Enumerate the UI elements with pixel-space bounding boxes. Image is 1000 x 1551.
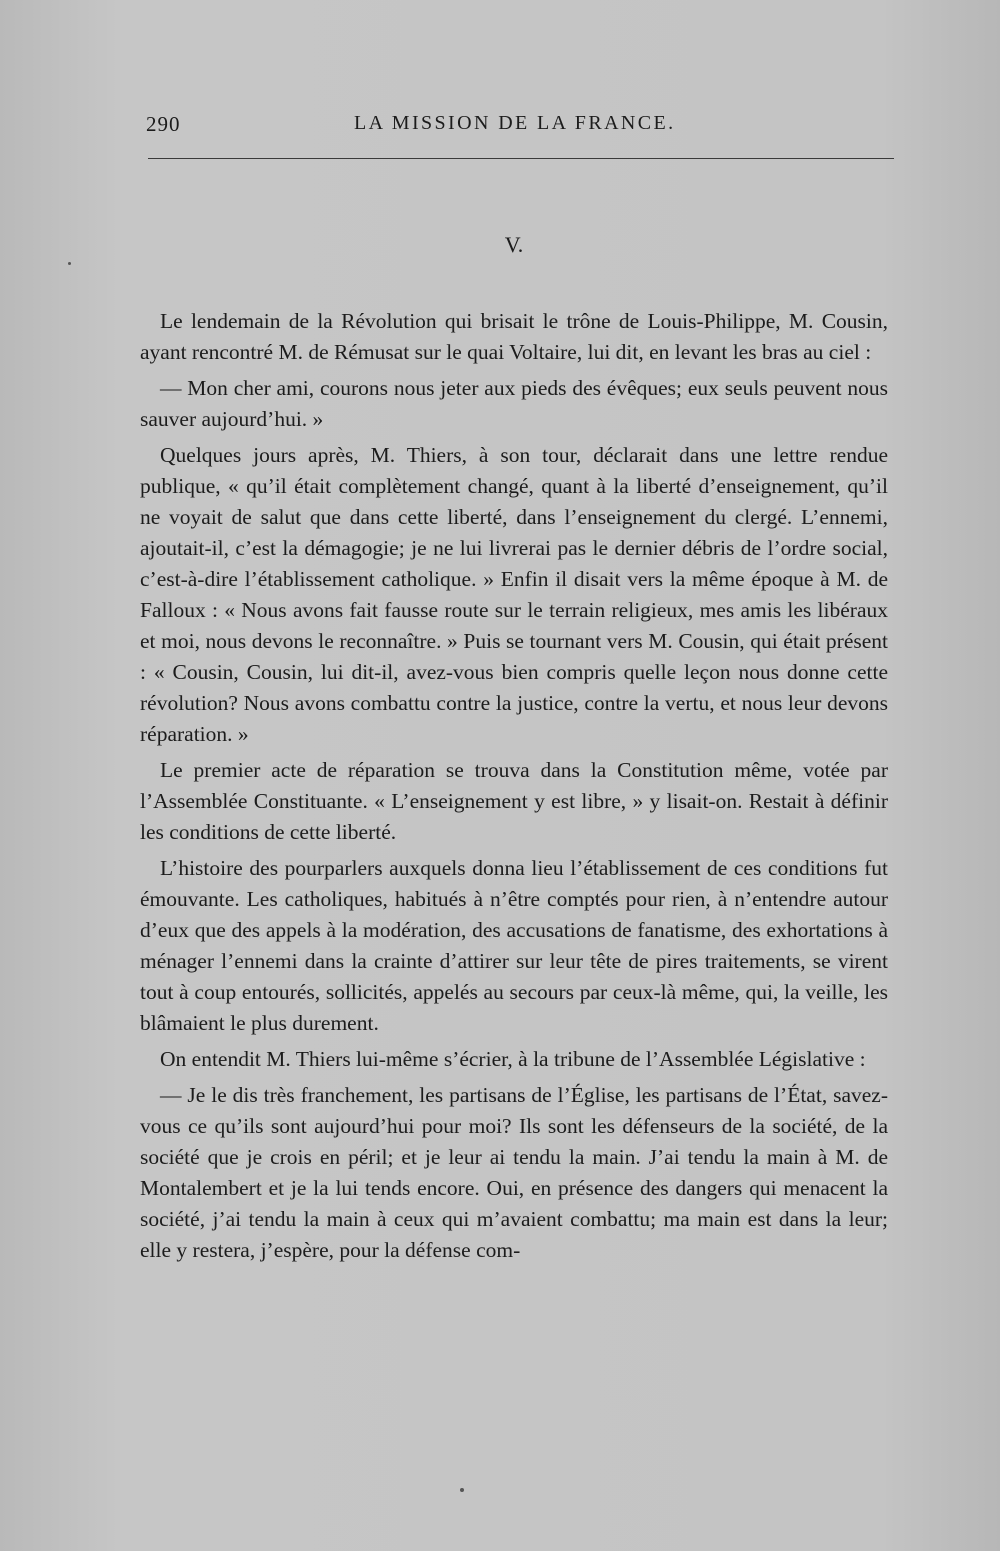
paragraph: Le premier acte de réparation se trouva dans la Constitution même, votée par l’Assemblée Constituante. « L’enseignement y est libre, » y lisait-on. Restait à définir les conditions de cette liberté. bbox=[140, 758, 888, 844]
header-rule bbox=[148, 158, 894, 159]
page-header bbox=[146, 112, 894, 142]
running-title: LA MISSION DE LA FRANCE. bbox=[354, 112, 676, 134]
page-number: 290 bbox=[146, 112, 181, 136]
paragraph: — Je le dis très franchement, les partisans de l’Église, les partisans de l’État, savez-vous ce qu’ils sont aujourd’hui pour moi? Ils sont les défenseurs de la société, de la société que je crois en péril; et je leur ai tendu la main. J’ai tendu la main à M. de Montalembert et je la lui tends encore. Oui, en présence des dangers qui menacent la société, j’ai tendu la main à ceux qui m’avaient combattu; ma main est dans la leur; elle y restera, j’espère, pour la défense com- bbox=[140, 1083, 888, 1262]
paragraph: On entendit M. Thiers lui-même s’écrier, à la tribune de l’Assemblée Législative : bbox=[160, 1047, 866, 1071]
paper-speck bbox=[460, 1488, 464, 1492]
section-numeral: V. bbox=[504, 232, 524, 257]
paragraph: — Mon cher ami, courons nous jeter aux pieds des évêques; eux seuls peuvent nous sauver aujourd’hui. » bbox=[140, 376, 888, 431]
paragraph: Quelques jours après, M. Thiers, à son tour, déclarait dans une lettre rendue publique, « qu’il était complètement changé, quant à la liberté d’enseignement, qu’il ne voyait de salut que dans cette liberté, dans l’enseignement du clergé. L’ennemi, ajoutait-il, c’est la démagogie; je ne lui livrerai pas le dernier débris de l’ordre social, c’est-à-dire l’établissement catholique. » Enfin il disait vers la même époque à M. de Falloux : « Nous avons fait fausse route sur le terrain religieux, mes amis les libéraux et moi, nous devons le reconnaître. » Puis se tournant vers M. Cousin, qui était présent : « Cousin, Cousin, lui dit-il, avez-vous bien compris quelle leçon nous donne cette révolution? Nous avons combattu contre la justice, contre la vertu, et nous leur devons réparation. » bbox=[140, 443, 888, 746]
body-text bbox=[140, 306, 888, 1271]
paper-speck bbox=[68, 262, 71, 265]
paragraph: Le lendemain de la Révolution qui brisait le trône de Louis-Philippe, M. Cousin, ayant rencontré M. de Rémusat sur le quai Voltaire, lui dit, en levant les bras au ciel : bbox=[140, 309, 888, 364]
paragraph: L’histoire des pourparlers auxquels donna lieu l’établissement de ces conditions fut émouvante. Les catholiques, habitués à n’être comptés pour rien, à n’entendre autour d’eux que des appels à la modération, des accusations de fanatisme, des exhortations à ménager l’ennemi dans la crainte d’attirer sur leur tête de pires traitements, se virent tout à coup entourés, sollicités, appelés au secours par ceux-là même, qui, la veille, les blâmaient le plus durement. bbox=[140, 856, 888, 1035]
